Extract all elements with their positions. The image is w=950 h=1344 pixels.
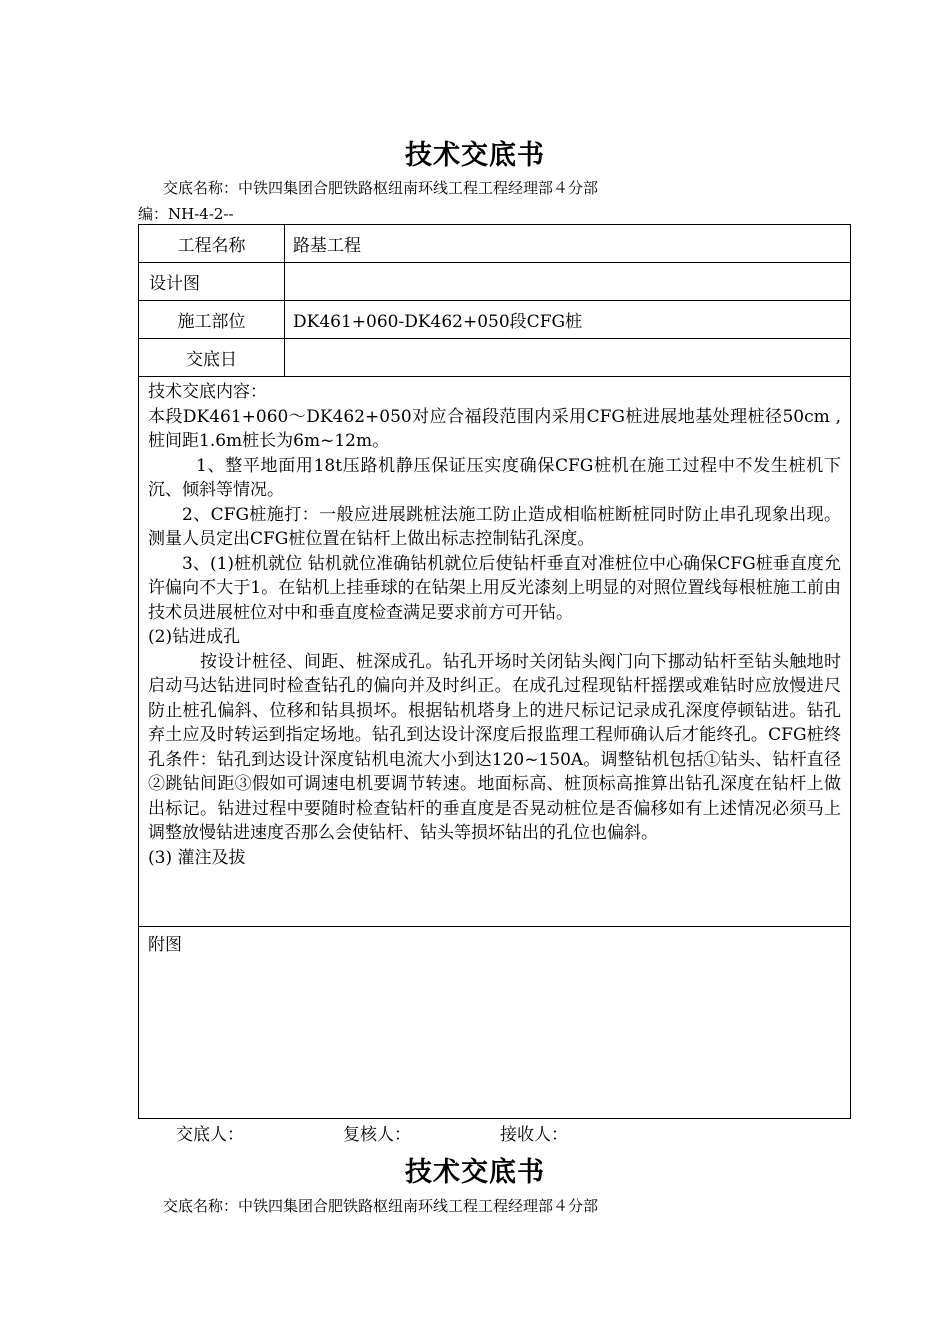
document-title-next: 技术交底书 bbox=[405, 1157, 545, 1188]
handover-name-next: 交底名称：中铁四集团合肥铁路枢纽南环线工程工程经理部４分部 bbox=[163, 1197, 599, 1215]
design-label: 设计图 bbox=[139, 263, 285, 301]
document-title: 技术交底书 bbox=[405, 140, 545, 171]
date-value bbox=[285, 339, 851, 377]
document-code: 编：NH-4-2-- bbox=[138, 205, 234, 223]
location-value: DK461+060-DK462+050段CFG桩 bbox=[285, 301, 851, 339]
location-label: 施工部位 bbox=[139, 301, 285, 339]
location-row bbox=[139, 301, 851, 339]
content-paragraph: (3) 灌注及拔 bbox=[148, 847, 246, 868]
handover-form-table bbox=[138, 224, 851, 1119]
attachment-label: 附图 bbox=[148, 935, 182, 955]
content-row bbox=[139, 377, 851, 927]
attachment-row bbox=[139, 927, 851, 1119]
date-row bbox=[139, 339, 851, 377]
handover-person-label: 交底人： bbox=[176, 1125, 244, 1145]
project-row bbox=[139, 225, 851, 263]
content-cell bbox=[139, 377, 851, 927]
project-value: 路基工程 bbox=[285, 225, 851, 263]
handover-name: 交底名称：中铁四集团合肥铁路枢纽南环线工程工程经理部４分部 bbox=[163, 179, 599, 197]
content-paragraph: 按设计桩径、间距、桩深成孔。钻孔开场时关闭钻头阀门向下挪动钻杆至钻头触地时启动马达钻进同时检查钻孔的偏向并及时纠正。在成孔过程现钻杆摇摆或难钻时应放慢进尺防止桩孔偏斜、位移和钻具损坏。根据钻机塔身上的进尺标记记录成孔深度停顿钻进。钻孔弃土应及时转运到指定场地。钻孔到达设计深度后报监理工程师确认后才能终孔。CFG桩终孔条件：钻孔到达设计深度钻机电流大小到达120~150A。调整钻机包括①钻头、钻杆直径②跳钻间距③假如可调速电机要调节转速。地面标高、桩顶标高推算出钻孔深度在钻杆上做出标记。钻进过程中要随时检查钻杆的垂直度是否晃动桩位是否偏移如有上述情况必须马上调整放慢钻进速度否那么会使钻杆、钻头等损坏钻出的孔位也偏斜。 bbox=[148, 651, 841, 843]
date-label: 交底日 bbox=[139, 339, 285, 377]
content-paragraph: 本段DK461+060～DK462+050对应合福段范围内采用CFG桩进展地基处理桩径50cm ,桩间距1.6m桩长为6m~12m。 bbox=[148, 406, 841, 451]
design-value bbox=[285, 263, 851, 301]
content-paragraph: 1、整平地面用18t压路机静压保证压实度确保CFG桩机在施工过程中不发生桩机下沉、倾斜等情况。 bbox=[148, 455, 841, 500]
receiver-label: 接收人： bbox=[500, 1125, 568, 1145]
project-label: 工程名称 bbox=[139, 225, 285, 263]
content-paragraph: 2、CFG桩施打：一般应进展跳桩法施工防止造成相临桩断桩同时防止串孔现象出现。测量人员定出CFG桩位置在钻杆上做出标志控制钻孔深度。 bbox=[148, 504, 841, 549]
reviewer-label: 复核人： bbox=[343, 1125, 411, 1145]
content-paragraph: (2)钻进成孔 bbox=[148, 627, 241, 647]
content-paragraph: 3、(1)桩机就位 钻机就位准确钻机就位后使钻杆垂直对准桩位中心确保CFG桩垂直度允许偏向不大于1。在钻机上挂垂球的在钻架上用反光漆刻上明显的对照位置线每根桩施工前由技术员进展桩位对中和垂直度检查满足要求前方可开钻。 bbox=[148, 553, 841, 623]
content-heading: 技术交底内容： bbox=[148, 382, 267, 402]
design-row bbox=[139, 263, 851, 301]
attachment-cell bbox=[139, 927, 851, 1119]
